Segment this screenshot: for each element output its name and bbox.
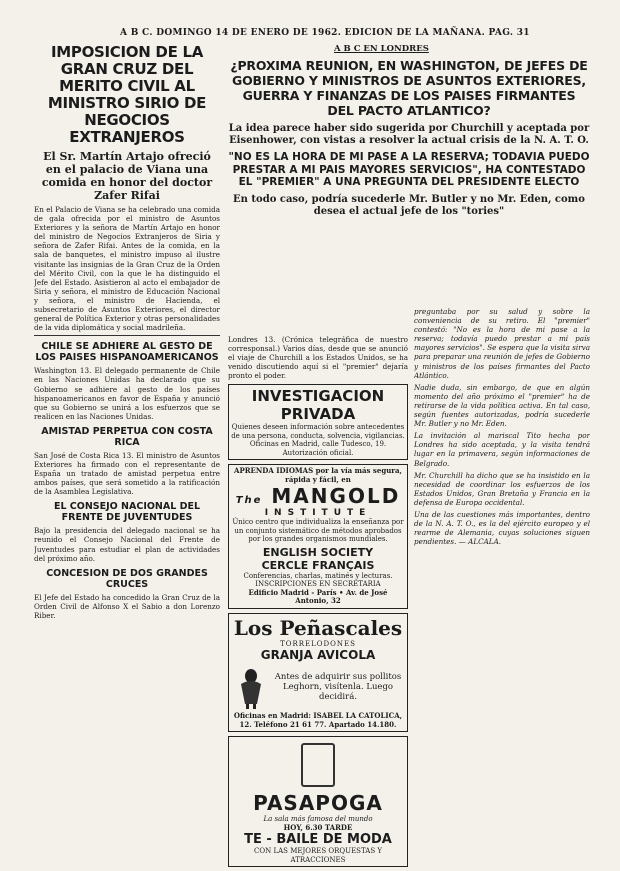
left-body-3: San José de Costa Rica 13. El ministro de Asuntos Exteriores ha firmado con el representante de España un tratado de amistad perpetua entre ambos países, que será sometido a la ratificación de la Asamblea Legislativa. bbox=[34, 450, 220, 497]
mid-intro: Londres 13. (Crónica telegráfica de nuestro corresponsal.) Varios días, desde que se anunció el viaje de Churchill a los Estados Unidos, se ha venido discutiendo aquí si el "premier" dejaría pronto el poder. bbox=[228, 335, 408, 381]
ad3-sub: TORRELODONES bbox=[280, 639, 356, 648]
top-headline: ¿PROXIMA REUNION, EN WASHINGTON, DE JEFES DE GOBIERNO Y MINISTROS DE ASUNTOS EXTERIORES, GUERRA Y FINANZAS DE LOS PAISES FIRMANTES DEL PACTO ATLANTICO? bbox=[230, 58, 588, 118]
ad2-institute: INSTITUTE bbox=[264, 508, 372, 519]
crest-icon bbox=[301, 743, 335, 787]
left-body-2: Washington 13. El delegado permanente de Chile en las Naciones Unidas ha declarado que su Gobierno se adhiere al gesto de los países hispanoamericanos en favor de España y anunció que su Gobierno se unirá a los esfuerzos que se realicen en las Naciones Unidas. bbox=[34, 366, 220, 421]
left-section-head-4: EL CONSEJO NACIONAL DEL FRENTE DE JUVENTUDES bbox=[53, 501, 201, 524]
left-section-head-3: AMISTAD PERPETUA CON COSTA RICA bbox=[41, 425, 213, 448]
middle-column bbox=[228, 332, 408, 871]
ad4-hour: HOY, 6.30 TARDE bbox=[283, 822, 353, 832]
ad3-farm: GRANJA AVICOLA bbox=[260, 648, 376, 663]
ad2-the: The bbox=[235, 495, 263, 507]
ad1-title: INVESTIGACION PRIVADA bbox=[251, 387, 385, 424]
left-subhead: El Sr. Martín Artajo ofreció en el palacio de Viana una comida en honor del doctor Zafer Rifai bbox=[41, 150, 213, 202]
ad4-title: PASAPOGA bbox=[253, 791, 383, 816]
right-body-1: preguntaba por su salud y sobre la conveniencia de su retiro. El "premier" contestó: "No es la hora de mi pase a la reserva; todavía puedo prestar a mi país mayores servicios". Se espera que la visita sirva para preparar una reunión de jefes de Gobierno y ministros de los países firmantes del Pacto Atlántico. bbox=[414, 307, 590, 380]
ad-pasapoga bbox=[228, 736, 408, 867]
right-body-3: La invitación al mariscal Tito hecha por Londres ha sido aceptada, y la visita tendrá lugar en la primavera, según informaciones de Belgrado. bbox=[414, 431, 590, 468]
ad-investigacion bbox=[228, 384, 408, 460]
ad3-text: Antes de adquirir sus pollitos Leghorn, visítenla. Luego decidirá. bbox=[274, 672, 402, 703]
ad4-foot: CON LAS MEJORES ORQUESTAS Y ATRACCIONES bbox=[254, 847, 382, 864]
left-headline: IMPOSICION DE LA GRAN CRUZ DEL MERITO CIVIL AL MINISTRO SIRIO DE NEGOCIOS EXTRANJEROS bbox=[47, 44, 207, 146]
ad2-english: ENGLISH SOCIETY bbox=[262, 545, 374, 559]
ad4-line: La sala más famosa del mundo bbox=[263, 815, 373, 824]
ad3-title: Los Peñascales bbox=[233, 615, 403, 640]
ad-penascales bbox=[228, 613, 408, 733]
left-body-5: El Jefe del Estado ha concedido la Gran Cruz de la Orden Civil de Alfonso X el Sabio a don Lorenzo Riber. bbox=[34, 592, 220, 620]
ad4-event: TE - BAILE DE MODA bbox=[244, 832, 392, 848]
ad2-line: APRENDA IDIOMAS por la vía más segura, rápida y fácil, en bbox=[234, 466, 402, 484]
ad2-title: MANGOLD bbox=[271, 484, 401, 509]
left-body-1: En el Palacio de Viana se ha celebrado una comida de gala ofrecida por el ministro de Asuntos Exteriores y la señora de Martín Artajo en honor del ministro de Negocios Extranjeros de Siria y señora de Zafer Rifai. Antes de la comida, en la sala de banquetes, el ministro impuso al ilustre visitante las insignias de la Gran Cruz de la Orden del Mérito Civil, con la que le ha distinguido el Jefe del Estado. Asistieron al acto el embajador de Siria y señora, el ministro de Educación Nacional y señora, el ministro de Hacienda, el subsecretario de Asuntos Exteriores, el director general de Política Exterior y otras personalidades de la vida diplomática y social madrileña. bbox=[34, 205, 220, 333]
right-body-5: Una de las cuestiones más importantes, dentro de la N. A. T. O., es la del ejército europeo y el rearme de Alemania, cuyas soluciones siguen pendientes. — ALCALA. bbox=[414, 509, 590, 547]
left-body-4: Bajo la presidencia del delegado nacional se ha reunido el Consejo Nacional del Frente de Juventudes para estudiar el plan de actividades del próximo año. bbox=[34, 526, 220, 563]
right-column bbox=[414, 304, 590, 860]
left-column bbox=[34, 44, 220, 860]
ad2-french: CERCLE FRANÇAIS bbox=[261, 558, 375, 572]
left-section-head-5: CONCESION DE DOS GRANDES CRUCES bbox=[46, 567, 208, 590]
top-subhead-1: La idea parece haber sido sugerida por Churchill y aceptada por Eisenhower, con vistas a resolver la actual crisis de la N. A. T. O. bbox=[228, 123, 590, 146]
left-section-head-2: CHILE SE ADHIERE AL GESTO DE LOS PAISES HISPANOAMERICANOS bbox=[35, 341, 219, 364]
chicken-figure-icon bbox=[231, 664, 271, 710]
ad2-more: Conferencias, charlas, matinés y lecturas. INSCRIPCIONES EN SECRETARIA bbox=[243, 571, 393, 589]
ad2-address: Edificio Madrid - París • Av. de José Antonio, 32 bbox=[248, 587, 388, 606]
top-subhead-2: "NO ES LA HORA DE MI PASE A LA RESERVA; TODAVIA PUEDO PRESTAR A MI PAIS MAYORES SERVICIOS", HA CONTESTADO EL "PREMIER" A UNA PREGUNTA DEL PRESIDENTE ELECTO bbox=[228, 151, 590, 188]
right-body-2: Nadie duda, sin embargo, de que en algún momento del año próximo el "premier" ha de retirarse de la vida política activa. En tal caso, según fuentes autorizadas, podría sucederle Mr. Butler y no Mr. Eden. bbox=[414, 382, 590, 429]
top-subhead-3: En todo caso, podría sucederle Mr. Butler y no Mr. Eden, como desea el actual jefe de los "tories" bbox=[233, 193, 585, 217]
top-story bbox=[228, 58, 590, 218]
ad2-text: Único centro que individualiza la enseñanza por un conjunto sistemático de métodos aprobados por los grandes organismos mundiales. bbox=[232, 518, 404, 544]
divider bbox=[34, 335, 220, 336]
section-kicker: A B C EN LONDRES bbox=[334, 44, 429, 54]
ad-mangold bbox=[228, 464, 408, 609]
ad1-text: Quienes deseen información sobre antecedentes de una persona, conducta, solvencia, vigilancias. Oficinas en Madrid, calle Tudesco, 19. Autorización oficial. bbox=[231, 423, 405, 457]
page-header: A B C. DOMINGO 14 DE ENERO DE 1962. EDICION DE LA MAÑANA. PAG. 31 bbox=[120, 28, 530, 38]
right-body-4: Mr. Churchill ha dicho que se ha insistido en la necesidad de coordinar los esfuerzos de los Estados Unidos, Gran Bretaña y Francia en la defensa de Europa occidental. bbox=[414, 470, 590, 507]
ad3-address: Oficinas en Madrid: ISABEL LA CATOLICA, 12. Teléfono 21 61 77. Apartado 14.180. bbox=[233, 711, 403, 729]
